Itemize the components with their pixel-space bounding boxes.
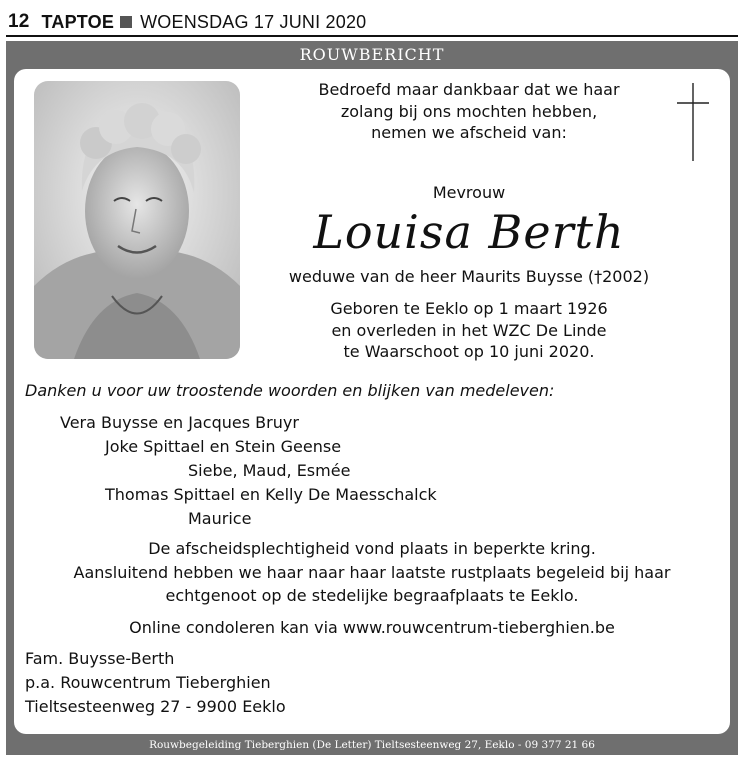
date-line: te Waarschoot op 10 juni 2020. [343, 342, 595, 361]
masthead [8, 10, 738, 34]
deceased-name: Louisa Berth [313, 205, 625, 259]
address-line: Fam. Buysse-Berth [25, 649, 175, 668]
salutation: Mevrouw [432, 183, 506, 202]
ceremony-line: Aansluitend hebben we haar naar haar laatste rustplaats begeleid bij haar [73, 562, 671, 582]
intro-line: nemen we afscheid van: [371, 123, 567, 142]
family-line: Thomas Spittael en Kelly De Maesschalck [105, 485, 437, 504]
page-number: 12 [8, 11, 30, 32]
family-line: Maurice [188, 509, 252, 528]
thanks-line: Danken u voor uw troostende woorden en blijken van medeleven: [25, 381, 555, 400]
family-line: Vera Buysse en Jacques Bruyr [60, 413, 299, 432]
notice-panel [14, 69, 730, 734]
family-address [25, 647, 286, 719]
online-condolence: Online condoleren kan via www.rouwcentrum-tieberghien.be [129, 618, 615, 637]
date-line: Geboren te Eeklo op 1 maart 1926 [330, 299, 608, 318]
cross-icon [668, 81, 718, 163]
intro-line: zolang bij ons mochten hebben, [340, 101, 598, 121]
square-icon [120, 16, 132, 28]
widow-line: weduwe van de heer Maurits Buysse (†2002) [288, 267, 650, 286]
ceremony-line: echtgenoot op de stedelijke begraafplaats te Eeklo. [165, 586, 579, 605]
portrait-image [34, 81, 240, 359]
notice-header: ROUWBERICHT [299, 45, 445, 64]
address-line: Tieltsesteenweg 27 - 9900 Eeklo [25, 697, 286, 716]
address-line: p.a. Rouwcentrum Tieberghien [25, 673, 271, 692]
ceremony-text [14, 537, 730, 608]
family-line: Joke Spittael en Stein Geense [105, 437, 342, 456]
issue-date: WOENSDAG 17 JUNI 2020 [140, 11, 367, 32]
intro-text [274, 79, 664, 144]
intro-line: Bedroefd maar dankbaar dat we haar [318, 80, 620, 99]
date-line: en overleden in het WZC De Linde [331, 320, 607, 340]
notice-frame [6, 41, 738, 755]
family-line: Siebe, Maud, Esmée [188, 461, 351, 480]
paper-name: TAPTOE [41, 11, 115, 32]
portrait-photo [34, 81, 240, 359]
masthead-rule [6, 35, 738, 37]
ceremony-line: De afscheidsplechtigheid vond plaats in beperkte kring. [148, 539, 596, 558]
funeral-home-footer: Rouwbegeleiding Tieberghien (De Letter) Tieltsesteenweg 27, Eeklo - 09 377 21 66 [149, 739, 595, 751]
life-dates [274, 298, 664, 363]
